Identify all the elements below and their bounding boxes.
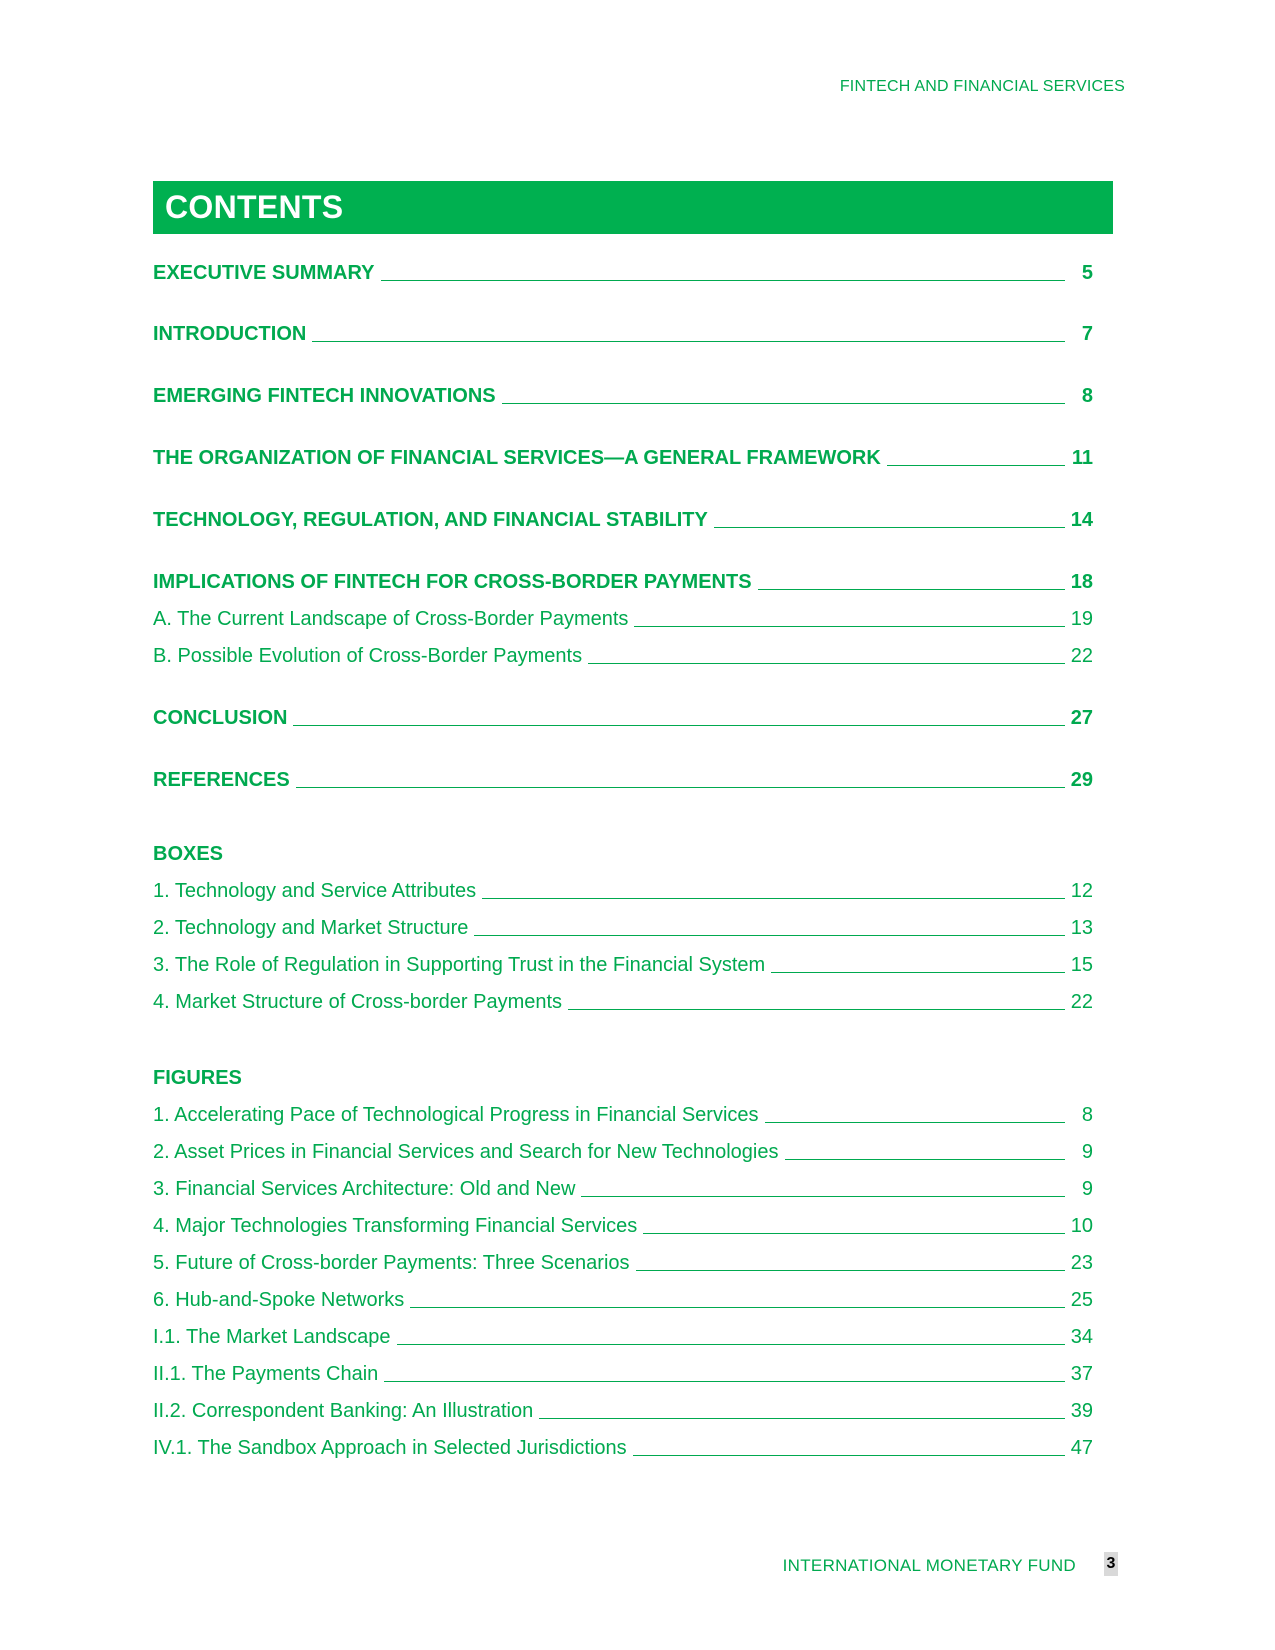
toc-entry-page: 27 xyxy=(1070,707,1093,729)
toc-box-entry[interactable] xyxy=(153,991,1093,1014)
toc-entry-conclusion[interactable] xyxy=(153,707,1093,730)
toc-entry-executive-summary[interactable] xyxy=(153,262,1093,285)
toc-entry-page: 22 xyxy=(1070,991,1093,1013)
toc-entry-label: 3. The Role of Regulation in Supporting Trust in the Financial System xyxy=(153,954,766,976)
leader-line xyxy=(296,787,1065,788)
toc-entry-page: 22 xyxy=(1070,645,1093,667)
toc-entry-label: EXECUTIVE SUMMARY xyxy=(153,262,375,284)
toc-entry-label: 4. Major Technologies Transforming Financial Services xyxy=(153,1215,638,1237)
toc-entry-label: THE ORGANIZATION OF FINANCIAL SERVICES—A GENERAL FRAMEWORK xyxy=(153,447,881,469)
toc-entry-label: I.1. The Market Landscape xyxy=(153,1326,391,1348)
toc-entry-label: 2. Asset Prices in Financial Services and Search for New Technologies xyxy=(153,1141,779,1163)
toc-entry-organization-framework[interactable] xyxy=(153,447,1093,470)
toc-figure-entry[interactable] xyxy=(153,1215,1093,1238)
leader-line xyxy=(293,725,1065,726)
page-title: CONTENTS xyxy=(165,189,344,225)
toc-entry-label: INTRODUCTION xyxy=(153,323,307,345)
leader-line xyxy=(397,1344,1065,1345)
toc-entry-page: 9 xyxy=(1081,1178,1093,1200)
toc-figure-entry[interactable] xyxy=(153,1289,1093,1312)
contents-banner xyxy=(153,181,1113,234)
toc-entry-page: 19 xyxy=(1070,608,1093,630)
toc-entry-page: 37 xyxy=(1070,1363,1093,1385)
toc-entry-label: B. Possible Evolution of Cross-Border Payments xyxy=(153,645,583,667)
footer-page-number: 3 xyxy=(1104,1552,1118,1576)
leader-line xyxy=(568,1009,1065,1010)
leader-line xyxy=(588,663,1065,664)
toc-entry-label: II.2. Correspondent Banking: An Illustration xyxy=(153,1400,534,1422)
toc-entry-label: 2. Technology and Market Structure xyxy=(153,917,469,939)
toc-entry-label: EMERGING FINTECH INNOVATIONS xyxy=(153,385,496,407)
toc-entry-references[interactable] xyxy=(153,769,1093,792)
toc-entry-page: 8 xyxy=(1081,385,1093,407)
toc-figure-entry[interactable] xyxy=(153,1326,1093,1349)
leader-line xyxy=(482,898,1065,899)
running-header: FINTECH AND FINANCIAL SERVICES xyxy=(839,78,1125,95)
toc-entry-label: II.1. The Payments Chain xyxy=(153,1363,379,1385)
toc-figure-entry[interactable] xyxy=(153,1437,1093,1460)
boxes-heading: BOXES xyxy=(153,843,224,865)
toc-figure-entry[interactable] xyxy=(153,1178,1093,1201)
leader-line xyxy=(758,589,1065,590)
toc-box-entry[interactable] xyxy=(153,880,1093,903)
toc-figure-entry[interactable] xyxy=(153,1400,1093,1423)
toc-entry-cross-border-implications[interactable] xyxy=(153,571,1093,594)
toc-entry-emerging-fintech[interactable] xyxy=(153,385,1093,408)
leader-line xyxy=(771,972,1065,973)
leader-line xyxy=(581,1196,1065,1197)
leader-line xyxy=(502,403,1065,404)
toc-entry-page: 10 xyxy=(1070,1215,1093,1237)
toc-entry-page: 13 xyxy=(1070,917,1093,939)
toc-entry-label: 1. Technology and Service Attributes xyxy=(153,880,477,902)
leader-line xyxy=(384,1381,1065,1382)
toc-entry-page: 47 xyxy=(1070,1437,1093,1459)
toc-entry-page: 29 xyxy=(1070,769,1093,791)
leader-line xyxy=(714,527,1065,528)
leader-line xyxy=(474,935,1065,936)
toc-entry-technology-regulation[interactable] xyxy=(153,509,1093,532)
toc-entry-page: 14 xyxy=(1070,509,1093,531)
footer-organization: INTERNATIONAL MONETARY FUND xyxy=(782,1556,1076,1575)
toc-entry-page: 9 xyxy=(1081,1141,1093,1163)
leader-line xyxy=(765,1122,1065,1123)
toc-entry-label: 5. Future of Cross-border Payments: Three Scenarios xyxy=(153,1252,630,1274)
toc-box-entry[interactable] xyxy=(153,954,1093,977)
toc-entry-label: IV.1. The Sandbox Approach in Selected Jurisdictions xyxy=(153,1437,627,1459)
toc-figure-entry[interactable] xyxy=(153,1104,1093,1127)
toc-entry-label: REFERENCES xyxy=(153,769,290,791)
toc-entry-page: 18 xyxy=(1070,571,1093,593)
toc-figure-entry[interactable] xyxy=(153,1363,1093,1386)
toc-entry-page: 11 xyxy=(1071,447,1093,469)
toc-entry-label: CONCLUSION xyxy=(153,707,288,729)
toc-entry-label: A. The Current Landscape of Cross-Border Payments xyxy=(153,608,629,630)
toc-entry-introduction[interactable] xyxy=(153,323,1093,346)
toc-entry-page: 8 xyxy=(1081,1104,1093,1126)
toc-subentry-possible-evolution[interactable] xyxy=(153,645,1093,668)
toc-entry-page: 23 xyxy=(1070,1252,1093,1274)
toc-entry-label: 4. Market Structure of Cross-border Payments xyxy=(153,991,563,1013)
toc-entry-label: 1. Accelerating Pace of Technological Progress in Financial Services xyxy=(153,1104,759,1126)
toc-entry-page: 34 xyxy=(1070,1326,1093,1348)
leader-line xyxy=(634,626,1065,627)
toc-entry-label: IMPLICATIONS OF FINTECH FOR CROSS-BORDER PAYMENTS xyxy=(153,571,752,593)
toc-entry-label: 6. Hub-and-Spoke Networks xyxy=(153,1289,405,1311)
leader-line xyxy=(785,1159,1066,1160)
toc-entry-page: 39 xyxy=(1070,1400,1093,1422)
figures-heading: FIGURES xyxy=(153,1067,242,1089)
leader-line xyxy=(539,1418,1065,1419)
toc-figure-entry[interactable] xyxy=(153,1141,1093,1164)
toc-entry-page: 12 xyxy=(1070,880,1093,902)
leader-line xyxy=(633,1455,1065,1456)
leader-line xyxy=(381,280,1065,281)
leader-line xyxy=(312,341,1065,342)
toc-box-entry[interactable] xyxy=(153,917,1093,940)
toc-figure-entry[interactable] xyxy=(153,1252,1093,1275)
leader-line xyxy=(643,1233,1065,1234)
toc-entry-label: TECHNOLOGY, REGULATION, AND FINANCIAL STABILITY xyxy=(153,509,708,531)
toc-entry-label: 3. Financial Services Architecture: Old and New xyxy=(153,1178,576,1200)
leader-line xyxy=(636,1270,1065,1271)
leader-line xyxy=(410,1307,1065,1308)
toc-subentry-current-landscape[interactable] xyxy=(153,608,1093,631)
leader-line xyxy=(887,465,1065,466)
toc-entry-page: 5 xyxy=(1081,262,1093,284)
toc-entry-page: 7 xyxy=(1081,323,1093,345)
toc-entry-page: 15 xyxy=(1070,954,1093,976)
toc-entry-page: 25 xyxy=(1070,1289,1093,1311)
